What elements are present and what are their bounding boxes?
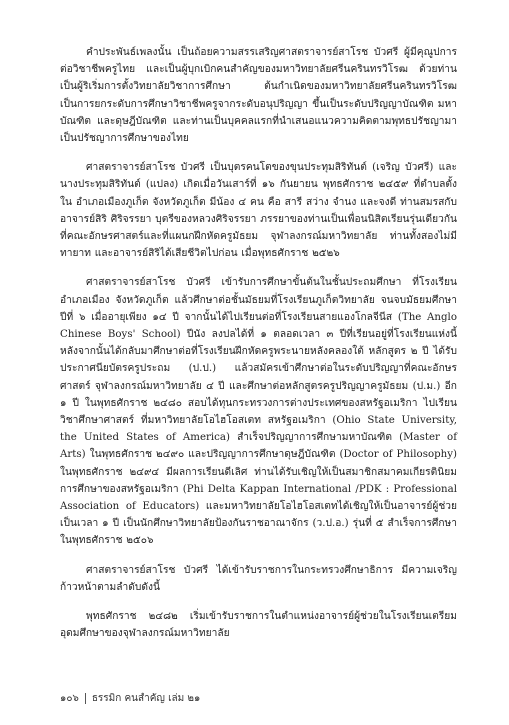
document-body xyxy=(60,44,457,655)
page-footer xyxy=(60,691,200,706)
book-title: ธรรมิก คนสำคัญ เล่ม ๒๑ xyxy=(91,693,201,704)
footer-separator xyxy=(85,693,86,704)
page-number: ๑๐๖ xyxy=(60,693,79,704)
paragraph-career-intro: ศาสตราจารย์สาโรช บัวศรี ได้เข้ารับราชการในกระทรวงศึกษาธิการ มีความเจริญก้าวหน้าตามลำดับดังนี้ xyxy=(60,564,457,593)
paragraph-education: ศาสตราจารย์สาโรช บัวศรี เข้ารับการศึกษาขั้นต้นในชั้นประถมศึกษา ที่โรงเรียนอำเภอเมือง จังหวัดภูเก็ต แล้วศึกษาต่อชั้นมัธยมที่โรงเรียนภูเก็ตวิทยาลัย จนจบมัธยมศึกษาปีที่ ๖ เมื่ออายุเพียง ๑๔ ปี จากนั้นได้ไปเรียนต่อที่โรงเรียนสายแองโกลจีนีส (The Anglo Chinese Boys' School) ปีนัง ลงปลได้ที่ ๑ ตลอดเวลา ๓ ปีที่เรียนอยู่ที่โรงเรียนแห่งนี้ หลังจากนั้นได้กลับมาศึกษาต่อที่โรงเรียนฝึกหัดครูพระนายหลังคลองใต้ หลักสูตร ๒ ปี ได้รับประกาศนียบัตรครูประถม (ป.ป.) แล้วสมัครเข้าศึกษาต่อในระดับปริญญาที่คณะอักษรศาสตร์ จุฬาลงกรณ์มหาวิทยาลัย ๔ ปี และศึกษาต่อหลักสูตรครูปริญญาครูมัธยม (ป.ม.) อีก ๑ ปี ในพุทธศักราช ๒๔๘๐ สอบได้ทุนกระทรวงการต่างประเทศของสหรัฐอเมริกา ไปเรียนวิชาศึกษาศาสตร์ ที่มหาวิทยาลัยโอไฮโอสเตท สหรัฐอเมริกา (Ohio State University, the United States of America) สำเร็จปริญญาการศึกษามหาบัณฑิต (Master of Arts) ในพุทธศักราช ๒๔๙๐ และปริญญาการศึกษาดุษฎีบัณฑิต (Doctor of Philosophy) ในพุทธศักราช ๒๔๙๔ มีผลการเรียนดีเลิศ ท่านได้รับเชิญให้เป็นสมาชิกสมาคมเกียรตินิยมการศึกษาของสหรัฐอเมริกา (Phi Delta Kappan International /PDK : Professional Association of Educators) และมหาวิทยาลัยโอไฮโอสเตทได้เชิญให้เป็นอาจารย์ผู้ช่วยเป็นเวลา ๑ ปี เป็นนักศึกษาวิทยาลัยป้องกันราชอาณาจักร (ว.ป.อ.) รุ่นที่ ๕ สำเร็จการศึกษาในพุทธศักราช ๒๕๐๖ xyxy=(60,277,457,547)
paragraph-intro: คำประพันธ์เพลงนั้น เป็นถ้อยความสรรเสริญศาสตราจารย์สาโรช บัวศรี ผู้มีคุณูปการต่อวิชาชีพครูไทย และเป็นผู้บุกเบิกคนสำคัญของมหาวิทยาลัยศรีนครินทรวิโรฒ ด้วยท่านเป็นผู้ริเริ่มการตั้งวิทยาลัยวิชาการศึกษา ต้นกำเนิดของมหาวิทยาลัยศรีนครินทรวิโรฒ เป็นการยกระดับการศึกษาวิชาชีพครูจากระดับอนุปริญญา ขึ้นเป็นระดับปริญญาบัณฑิต มหาบัณฑิต และดุษฎีบัณฑิต และท่านเป็นบุคคลแรกที่นำเสนอแนวความคิดตามพุทธปรัชญามาเป็นปรัชญาการศึกษาของไทย xyxy=(60,47,457,145)
paragraph-family: ศาสตราจารย์สาโรช บัวศรี เป็นบุตรคนโตของขุนประทุมสิริทันต์ (เจริญ บัวศรี) และนางประทุมสิริทันต์ (แปลง) เกิดเมื่อวันเสาร์ที่ ๑๖ กันยายน พุทธศักราช ๒๔๕๙ ที่ตำบลตั้งใน อำเภอเมืองภูเก็ต จังหวัดภูเก็ต มีน้อง ๔ คน คือ สารี สว่าง จำนง และจงดี ท่านสมรสกับ อาจารย์สิริ ศิริจรรยา บุตรีของหลวงศิริจรรยา ภรรยาของท่านเป็นเพื่อนนิสิตเรียนรุ่นเดียวกันที่คณะอักษรศาสตร์และที่แผนกฝึกหัดครูมัธยม จุฬาลงกรณ์มหาวิทยาลัย ท่านทั้งสองไม่มีทายาท และอาจารย์สิริได้เสียชีวิตไปก่อน เมื่อพุทธศักราช ๒๕๒๖ xyxy=(60,162,457,260)
paragraph-career-first: พุทธศักราช ๒๔๘๒ เริ่มเข้ารับราชการในตำแหน่งอาจารย์ผู้ช่วยในโรงเรียนเตรียมอุดมศึกษาของจุฬาลงกรณ์มหาวิทยาลัย xyxy=(60,611,457,640)
